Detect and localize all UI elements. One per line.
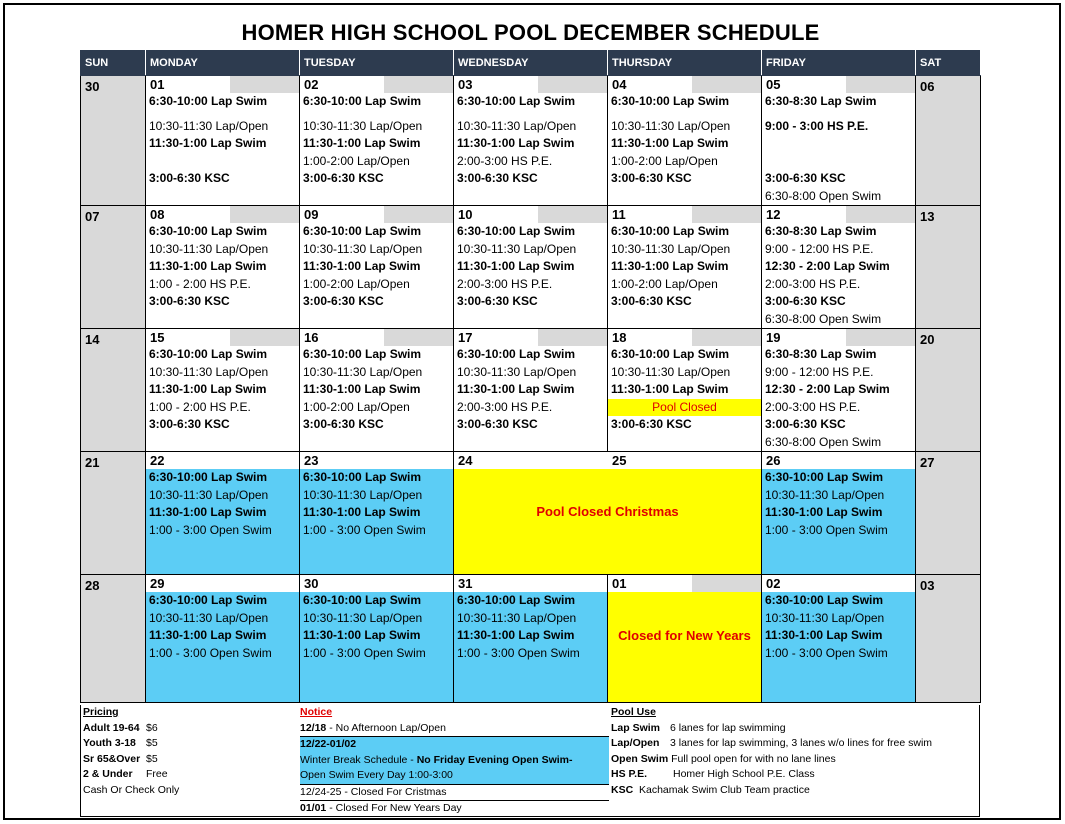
mon-cell: [146, 206, 300, 329]
tue-cell: [300, 452, 454, 575]
schedule-line: 10:30-11:30 Lap/Open: [457, 118, 577, 133]
day-number: 08: [146, 206, 299, 223]
schedule-line: 3:00-6:30 KSC: [765, 417, 846, 431]
schedule-line: 6:30-8:30 Lap Swim: [765, 224, 877, 238]
schedule-line: 3:00-6:30 KSC: [303, 171, 384, 185]
day-number: 28: [85, 578, 100, 593]
tue-cell: [300, 206, 454, 329]
schedule-line: 10:30-11:30 Lap/Open: [457, 241, 577, 256]
fri-cell: [762, 575, 916, 703]
notice-line: 12/22-01/02: [300, 737, 609, 753]
schedule-line: 1:00 - 3:00 Open Swim: [303, 645, 426, 660]
day-number: 11: [608, 206, 761, 223]
day-number: 15: [146, 329, 299, 346]
schedule-line: 10:30-11:30 Lap/Open: [303, 487, 423, 502]
schedule-line: 1:00 - 3:00 Open Swim: [457, 645, 580, 660]
thu-cell: [608, 206, 762, 329]
fri-cell: [762, 329, 916, 452]
schedule-line: 6:30-8:30 Lap Swim: [765, 94, 877, 108]
schedule-line: 11:30-1:00 Lap Swim: [457, 382, 575, 396]
schedule-line: 6:30-8:30 Lap Swim: [765, 347, 877, 361]
notice-section: [300, 705, 609, 817]
pool-use-section: [611, 705, 979, 798]
schedule-line: 11:30-1:00 Lap Swim: [765, 505, 883, 519]
header-sun: SUN: [81, 51, 146, 76]
schedule-line: 3:00-6:30 KSC: [611, 416, 692, 431]
schedule-line: 10:30-11:30 Lap/Open: [611, 364, 731, 379]
day-number: 07: [85, 209, 100, 224]
notice-line: 01/01 - Closed For New Years Day: [300, 802, 462, 814]
notice-heading: Notice: [300, 706, 333, 718]
notice-line: 12/24-25 - Closed For Cristmas: [300, 785, 609, 802]
schedule-line: 6:30-8:00 Open Swim: [765, 188, 882, 203]
sunday-cell: [81, 206, 146, 329]
schedule-line: 6:30-10:00 Lap Swim: [765, 470, 884, 484]
schedule-line: 11:30-1:00 Lap Swim: [149, 505, 267, 519]
day-number: 24: [454, 452, 608, 469]
header-wed: WEDNESDAY: [454, 51, 608, 76]
price-row: Sr 65&Over $5: [83, 752, 158, 765]
payment-note: Cash Or Check Only: [83, 783, 180, 796]
schedule-line: 11:30-1:00 Lap Swim: [611, 136, 729, 150]
spacer: [454, 111, 607, 118]
schedule-line: 3:00-6:30 KSC: [611, 171, 692, 185]
day-number: 30: [300, 575, 453, 592]
schedule-line: 1:00 - 3:00 Open Swim: [303, 522, 426, 537]
closed-newyears-label: Closed for New Years: [618, 628, 751, 643]
pool-use-heading: Pool Use: [611, 706, 656, 718]
price-row: Youth 3-18 $5: [83, 737, 158, 749]
header-fri: FRIDAY: [762, 51, 916, 76]
schedule-line: 11:30-1:00 Lap Swim: [149, 259, 267, 273]
schedule-line: 12:30 - 2:00 Lap Swim: [765, 382, 890, 396]
schedule-line: 6:30-10:00 Lap Swim: [149, 593, 268, 607]
schedule-line: 6:30-8:00 Open Swim: [765, 311, 882, 326]
day-number: 26: [762, 452, 915, 469]
schedule-line: 11:30-1:00 Lap Swim: [765, 628, 883, 642]
day-number: 06: [920, 79, 935, 94]
spacer: [762, 111, 915, 118]
schedule-line: 6:30-10:00 Lap Swim: [457, 224, 576, 238]
schedule-line: 6:30-10:00 Lap Swim: [457, 94, 576, 108]
schedule-line: 10:30-11:30 Lap/Open: [303, 610, 423, 625]
schedule-line: 6:30-10:00 Lap Swim: [303, 470, 422, 484]
schedule-line: 6:30-10:00 Lap Swim: [611, 224, 730, 238]
day-number: 20: [920, 332, 935, 347]
schedule-line: 9:00 - 3:00 HS P.E.: [765, 118, 869, 133]
week-row: [81, 76, 981, 206]
day-number: 03: [454, 76, 607, 93]
schedule-line: 11:30-1:00 Lap Swim: [303, 382, 421, 396]
schedule-line: 10:30-11:30 Lap/Open: [611, 241, 731, 256]
mon-cell: [146, 76, 300, 206]
day-number: 23: [300, 452, 453, 469]
schedule-line: [762, 135, 915, 153]
schedule-line: 11:30-1:00 Lap Swim: [457, 259, 575, 273]
schedule-line: 2:00-3:00 HS P.E.: [457, 276, 553, 291]
day-number: 14: [85, 332, 100, 347]
sunday-cell: [81, 452, 146, 575]
day-number-row: [454, 452, 761, 469]
schedule-line: 6:30-10:00 Lap Swim: [149, 347, 268, 361]
fri-cell: [762, 206, 916, 329]
closed-christmas-label: Pool Closed Christmas: [536, 504, 679, 519]
schedule-line: 6:30-10:00 Lap Swim: [303, 94, 422, 108]
day-number: 19: [762, 329, 915, 346]
schedule-line: 1:00-2:00 Lap/Open: [303, 276, 410, 291]
schedule-line: 2:00-3:00 HS P.E.: [457, 153, 553, 168]
schedule-line: 6:30-10:00 Lap Swim: [303, 224, 422, 238]
schedule-line: 10:30-11:30 Lap/Open: [149, 610, 269, 625]
day-number: 01: [146, 76, 299, 93]
day-number: 04: [608, 76, 761, 93]
schedule-line: 10:30-11:30 Lap/Open: [303, 118, 423, 133]
tue-cell: [300, 575, 454, 703]
header-sat: SAT: [916, 51, 981, 76]
schedule-line: 1:00-2:00 Lap/Open: [303, 399, 410, 414]
pool-use-row: Lap/Open 3 lanes for lap swimming, 3 lanes w/o lines for free swim: [611, 737, 933, 749]
tue-cell: [300, 76, 454, 206]
tue-cell: [300, 329, 454, 452]
pool-use-row: HS P.E. Homer High School P.E. Class: [611, 768, 815, 780]
day-number: 31: [454, 575, 607, 592]
schedule-line: 3:00-6:30 KSC: [303, 417, 384, 431]
schedule-line: 6:30-10:00 Lap Swim: [611, 347, 730, 361]
schedule-line: 10:30-11:30 Lap/Open: [611, 118, 731, 133]
schedule-line: 6:30-8:00 Open Swim: [765, 434, 882, 449]
sunday-cell: [81, 76, 146, 206]
schedule-line: 6:30-10:00 Lap Swim: [457, 593, 576, 607]
day-number: 10: [454, 206, 607, 223]
pool-use-row: KSC Kachamak Swim Club Team practice: [611, 783, 810, 796]
schedule-line: [146, 153, 299, 171]
day-number: 09: [300, 206, 453, 223]
price-row: 2 & Under Free: [83, 768, 168, 780]
day-number: 21: [85, 455, 100, 470]
schedule-line: 1:00-2:00 Lap/Open: [303, 153, 410, 168]
christmas-closed-cell: [454, 452, 762, 575]
schedule-line: 3:00-6:30 KSC: [457, 171, 538, 185]
saturday-cell: [916, 206, 981, 329]
day-number: 30: [85, 79, 100, 94]
calendar-table: [80, 50, 981, 703]
wed-cell: [454, 575, 608, 703]
schedule-line: 3:00-6:30 KSC: [765, 171, 846, 185]
mon-cell: [146, 452, 300, 575]
schedule-line: 12:30 - 2:00 Lap Swim: [765, 259, 890, 273]
schedule-line: 1:00-2:00 Lap/Open: [611, 153, 718, 168]
schedule-line: 11:30-1:00 Lap Swim: [457, 628, 575, 642]
schedule-line: 11:30-1:00 Lap Swim: [611, 259, 729, 273]
spacer: [300, 111, 453, 118]
schedule-line: 11:30-1:00 Lap Swim: [611, 382, 729, 396]
schedule-line: 10:30-11:30 Lap/Open: [149, 487, 269, 502]
schedule-line: 1:00 - 2:00 HS P.E.: [149, 399, 251, 414]
spacer: [146, 111, 299, 118]
saturday-cell: [916, 452, 981, 575]
header-mon: MONDAY: [146, 51, 300, 76]
schedule-line: 1:00-2:00 Lap/Open: [611, 276, 718, 291]
week-row: [81, 329, 981, 452]
header-tue: TUESDAY: [300, 51, 454, 76]
mon-cell: [146, 329, 300, 452]
schedule-line: 10:30-11:30 Lap/Open: [303, 241, 423, 256]
notice-line: Winter Break Schedule - No Friday Evening Open Swim-: [300, 753, 609, 769]
day-number: 02: [762, 575, 915, 592]
schedule-line: 10:30-11:30 Lap/Open: [149, 364, 269, 379]
day-number: 05: [762, 76, 915, 93]
schedule-line: 10:30-11:30 Lap/Open: [457, 610, 577, 625]
schedule-line: 1:00 - 3:00 Open Swim: [765, 645, 888, 660]
saturday-cell: [916, 76, 981, 206]
wed-cell: [454, 76, 608, 206]
saturday-cell: [916, 575, 981, 703]
pool-closed-badge: Pool Closed: [608, 399, 761, 416]
header-thu: THURSDAY: [608, 51, 762, 76]
schedule-line: 11:30-1:00 Lap Swim: [149, 382, 267, 396]
schedule-line: 2:00-3:00 HS P.E.: [765, 399, 861, 414]
mon-cell: [146, 575, 300, 703]
thu-cell: [608, 76, 762, 206]
schedule-line: 10:30-11:30 Lap/Open: [457, 364, 577, 379]
day-number: 27: [920, 455, 935, 470]
schedule-line: 9:00 - 12:00 HS P.E.: [765, 241, 874, 256]
footer-legend: [80, 705, 980, 817]
notice-line: 12/18 - No Afternoon Lap/Open: [300, 721, 609, 738]
day-number: 13: [920, 209, 935, 224]
schedule-line: 11:30-1:00 Lap Swim: [303, 628, 421, 642]
day-number: 01: [608, 575, 761, 592]
schedule-line: 6:30-10:00 Lap Swim: [149, 94, 268, 108]
schedule-line: 6:30-10:00 Lap Swim: [457, 347, 576, 361]
schedule-line: 10:30-11:30 Lap/Open: [149, 118, 269, 133]
wed-cell: [454, 329, 608, 452]
sunday-cell: [81, 329, 146, 452]
schedule-line: 11:30-1:00 Lap Swim: [149, 136, 267, 150]
notice-line: Open Swim Every Day 1:00-3:00: [300, 768, 609, 785]
schedule-line: 6:30-10:00 Lap Swim: [149, 224, 268, 238]
week-row: [81, 575, 981, 703]
day-number: 12: [762, 206, 915, 223]
schedule-line: 3:00-6:30 KSC: [149, 294, 230, 308]
fri-cell: [762, 452, 916, 575]
schedule-line: 3:00-6:30 KSC: [765, 294, 846, 308]
thu-cell: [608, 329, 762, 452]
sunday-cell: [81, 575, 146, 703]
schedule-line: 1:00 - 3:00 Open Swim: [149, 522, 272, 537]
schedule-line: 6:30-10:00 Lap Swim: [149, 470, 268, 484]
schedule-line: 3:00-6:30 KSC: [149, 171, 230, 185]
schedule-line: 6:30-10:00 Lap Swim: [611, 94, 730, 108]
schedule-line: 3:00-6:30 KSC: [457, 417, 538, 431]
day-number: 18: [608, 329, 761, 346]
day-number: 03: [920, 578, 935, 593]
day-number: 02: [300, 76, 453, 93]
newyears-closed-cell: [608, 575, 762, 703]
schedule-line: 11:30-1:00 Lap Swim: [457, 136, 575, 150]
schedule-line: 1:00 - 3:00 Open Swim: [149, 645, 272, 660]
schedule-line: 11:30-1:00 Lap Swim: [149, 628, 267, 642]
day-number: 17: [454, 329, 607, 346]
schedule-line: 1:00 - 3:00 Open Swim: [765, 522, 888, 537]
schedule-line: 9:00 - 12:00 HS P.E.: [765, 364, 874, 379]
schedule-line: 3:00-6:30 KSC: [457, 294, 538, 308]
schedule-line: 6:30-10:00 Lap Swim: [303, 593, 422, 607]
schedule-line: 2:00-3:00 HS P.E.: [457, 399, 553, 414]
price-row: Adult 19-64 $6: [83, 721, 158, 734]
week-row: [81, 206, 981, 329]
schedule-line: 11:30-1:00 Lap Swim: [303, 136, 421, 150]
schedule-line: 3:00-6:30 KSC: [611, 294, 692, 308]
schedule-line: 10:30-11:30 Lap/Open: [303, 364, 423, 379]
fri-cell: [762, 76, 916, 206]
schedule-line: 10:30-11:30 Lap/Open: [765, 610, 885, 625]
day-number: 25: [608, 452, 630, 469]
schedule-line: 6:30-10:00 Lap Swim: [765, 593, 884, 607]
wed-cell: [454, 206, 608, 329]
pool-use-row: Open Swim Full pool open for with no lane lines: [611, 752, 836, 765]
schedule-line: 10:30-11:30 Lap/Open: [149, 241, 269, 256]
schedule-line: 1:00 - 2:00 HS P.E.: [149, 276, 251, 291]
spacer: [608, 111, 761, 118]
pricing-heading: Pricing: [83, 706, 119, 718]
schedule-line: 11:30-1:00 Lap Swim: [303, 505, 421, 519]
week-row: [81, 452, 981, 575]
day-number: 29: [146, 575, 299, 592]
page-title: HOMER HIGH SCHOOL POOL DECEMBER SCHEDULE: [241, 20, 820, 45]
saturday-cell: [916, 329, 981, 452]
day-header-row: [81, 51, 981, 76]
schedule-line: 10:30-11:30 Lap/Open: [765, 487, 885, 502]
pool-use-row: Lap Swim 6 lanes for lap swimming: [611, 721, 786, 734]
schedule-line: 6:30-10:00 Lap Swim: [303, 347, 422, 361]
schedule-line: [762, 153, 915, 171]
schedule-line: 3:00-6:30 KSC: [149, 417, 230, 431]
schedule-line: 2:00-3:00 HS P.E.: [765, 276, 861, 291]
day-number: 22: [146, 452, 299, 469]
pricing-section: [83, 705, 298, 798]
day-number: 16: [300, 329, 453, 346]
schedule-line: 11:30-1:00 Lap Swim: [303, 259, 421, 273]
schedule-line: 3:00-6:30 KSC: [303, 294, 384, 308]
